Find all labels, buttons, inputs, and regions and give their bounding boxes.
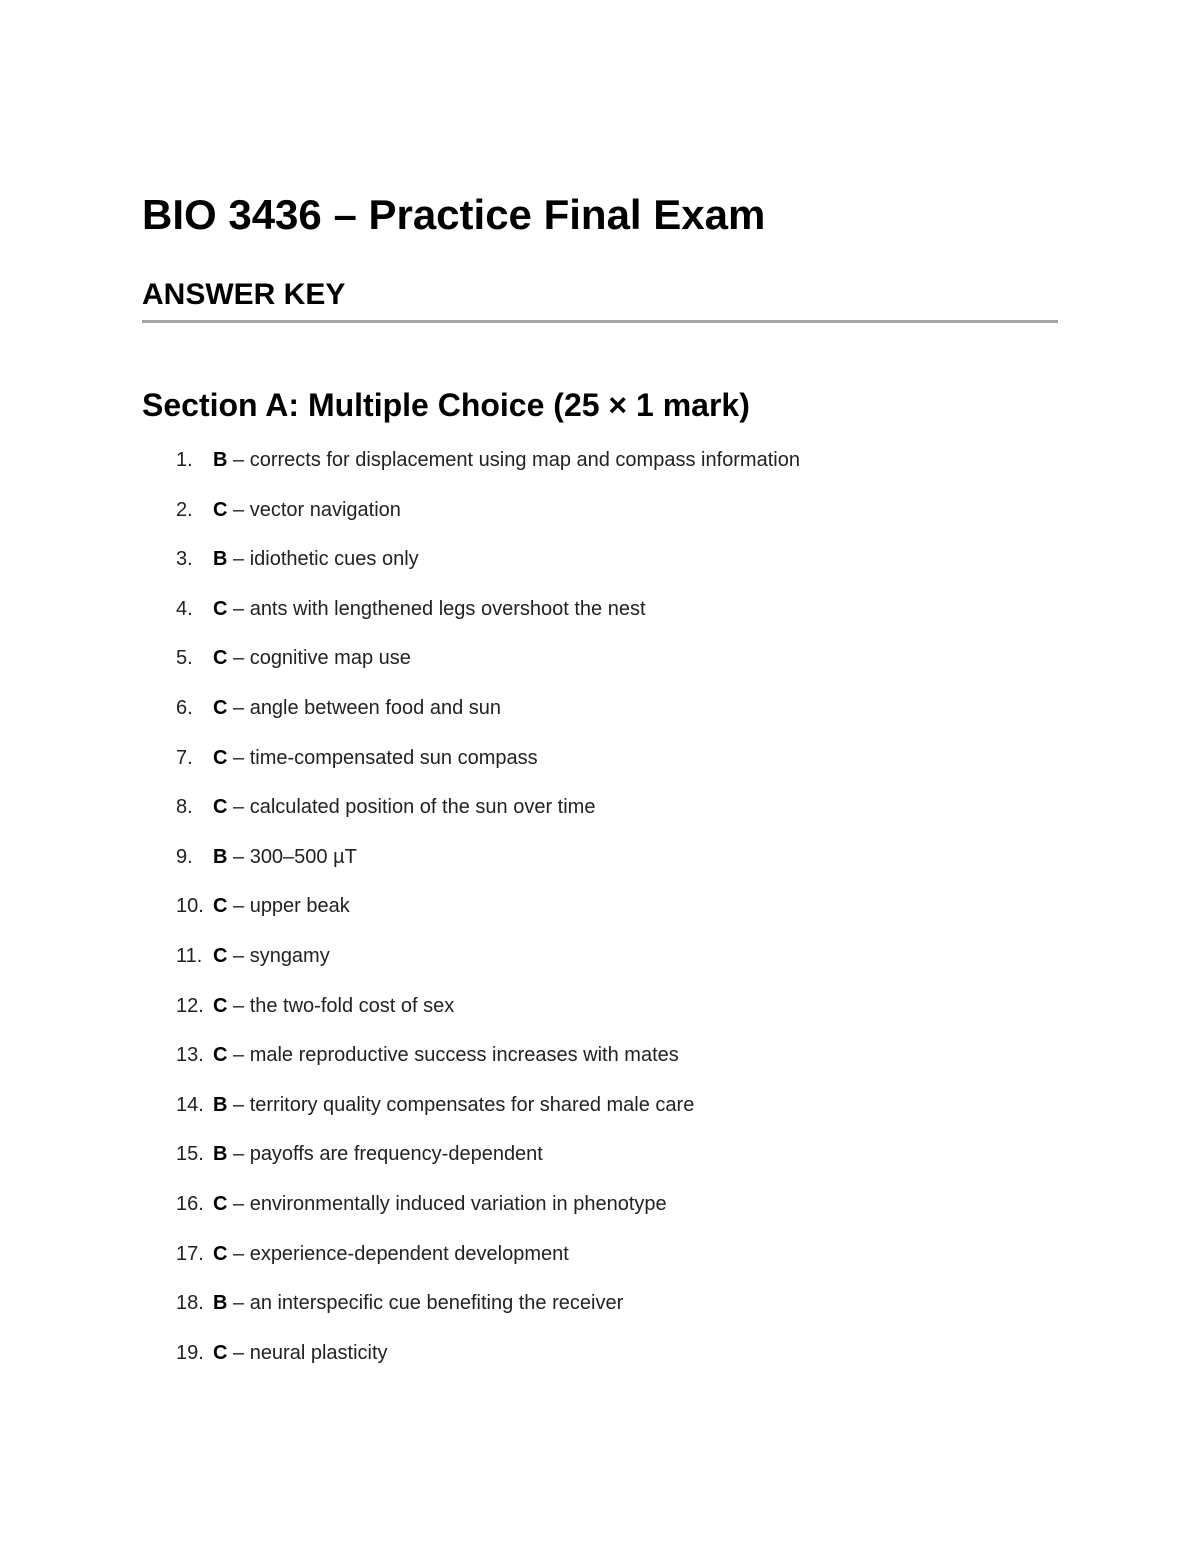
answer-letter: C — [213, 746, 228, 769]
answer-body — [213, 447, 800, 473]
answer-number: 6. — [176, 696, 193, 719]
answer-letter: C — [213, 647, 228, 670]
answer-letter: C — [213, 944, 228, 967]
answer-letter: C — [213, 1341, 228, 1364]
answer-text: – payoffs are frequency-dependent — [227, 1143, 543, 1166]
answer-body — [213, 645, 411, 671]
answer-number: 10. — [176, 895, 204, 918]
answer-body — [213, 1290, 623, 1316]
answer-letter: B — [213, 1292, 228, 1315]
answer-text: – the two-fold cost of sex — [227, 994, 455, 1017]
answer-text: – environmentally induced variation in phenotype — [227, 1192, 667, 1215]
answer-letter: C — [213, 796, 228, 819]
answer-body — [213, 794, 595, 820]
answer-text: – time-compensated sun compass — [227, 746, 538, 769]
answer-text: – vector navigation — [227, 498, 401, 521]
answer-text: – idiothetic cues only — [227, 548, 419, 571]
answer-body — [213, 1241, 569, 1267]
answer-text: – neural plasticity — [227, 1341, 388, 1364]
answer-text: – upper beak — [227, 895, 350, 918]
answer-number: 19. — [176, 1341, 204, 1364]
answer-text: – 300–500 µT — [227, 845, 357, 868]
answer-letter: C — [213, 498, 228, 521]
answer-body — [213, 546, 419, 572]
answer-number: 18. — [176, 1292, 204, 1315]
answer-letter: B — [213, 1143, 228, 1166]
answer-text: – angle between food and sun — [227, 696, 502, 719]
answer-text: – experience-dependent development — [227, 1242, 569, 1265]
answer-body — [213, 943, 330, 969]
answer-body — [213, 1191, 667, 1217]
answer-text: – male reproductive success increases with mates — [227, 1044, 679, 1067]
answer-number: 2. — [176, 498, 193, 521]
answer-number: 8. — [176, 796, 193, 819]
horizontal-rule — [142, 320, 1058, 323]
answer-body — [213, 1340, 388, 1366]
answer-key-subtitle: ANSWER KEY — [142, 278, 346, 311]
answer-text: – territory quality compensates for shared male care — [227, 1093, 695, 1116]
answer-number: 7. — [176, 746, 193, 769]
answer-number: 4. — [176, 597, 193, 620]
answer-body — [213, 893, 350, 919]
answer-letter: B — [213, 845, 228, 868]
answer-letter: B — [213, 1093, 228, 1116]
answer-number: 14. — [176, 1093, 204, 1116]
answer-number: 15. — [176, 1143, 204, 1166]
answer-number: 17. — [176, 1242, 204, 1265]
answer-text: – ants with lengthened legs overshoot the nest — [227, 597, 646, 620]
answer-letter: C — [213, 1242, 228, 1265]
answer-letter: C — [213, 895, 228, 918]
answer-number: 13. — [176, 1044, 204, 1067]
answer-body — [213, 993, 454, 1019]
answer-letter: C — [213, 994, 228, 1017]
answer-letter: B — [213, 449, 228, 471]
answer-number: 12. — [176, 994, 204, 1017]
answer-number: 9. — [176, 845, 193, 868]
answer-text: – an interspecific cue benefiting the receiver — [227, 1292, 624, 1315]
answer-letter: C — [213, 696, 228, 719]
answer-text: – syngamy — [227, 944, 330, 967]
answer-body — [213, 497, 401, 523]
page-title: BIO 3436 – Practice Final Exam — [142, 191, 766, 238]
document-page — [142, 0, 1058, 1553]
answer-number: 16. — [176, 1192, 204, 1215]
answer-body — [213, 745, 538, 771]
answer-number: 3. — [176, 548, 193, 571]
answer-body — [213, 844, 357, 870]
answer-body — [213, 596, 646, 622]
answer-letter: B — [213, 548, 228, 571]
answer-letter: C — [213, 1044, 228, 1067]
answer-letter: C — [213, 1192, 228, 1215]
answer-text: – cognitive map use — [227, 647, 411, 670]
answer-body — [213, 1042, 679, 1068]
answer-number: 1. — [176, 449, 193, 471]
answer-body — [213, 1092, 694, 1118]
section-a-heading: Section A: Multiple Choice (25 × 1 mark) — [142, 387, 750, 423]
answer-text: – corrects for displacement using map and compass information — [227, 449, 800, 471]
answer-body — [213, 1141, 543, 1167]
answer-number: 5. — [176, 647, 193, 670]
answer-letter: C — [213, 597, 228, 620]
answer-text: – calculated position of the sun over time — [227, 796, 596, 819]
answer-body — [213, 695, 501, 721]
answer-number: 11. — [176, 944, 203, 967]
